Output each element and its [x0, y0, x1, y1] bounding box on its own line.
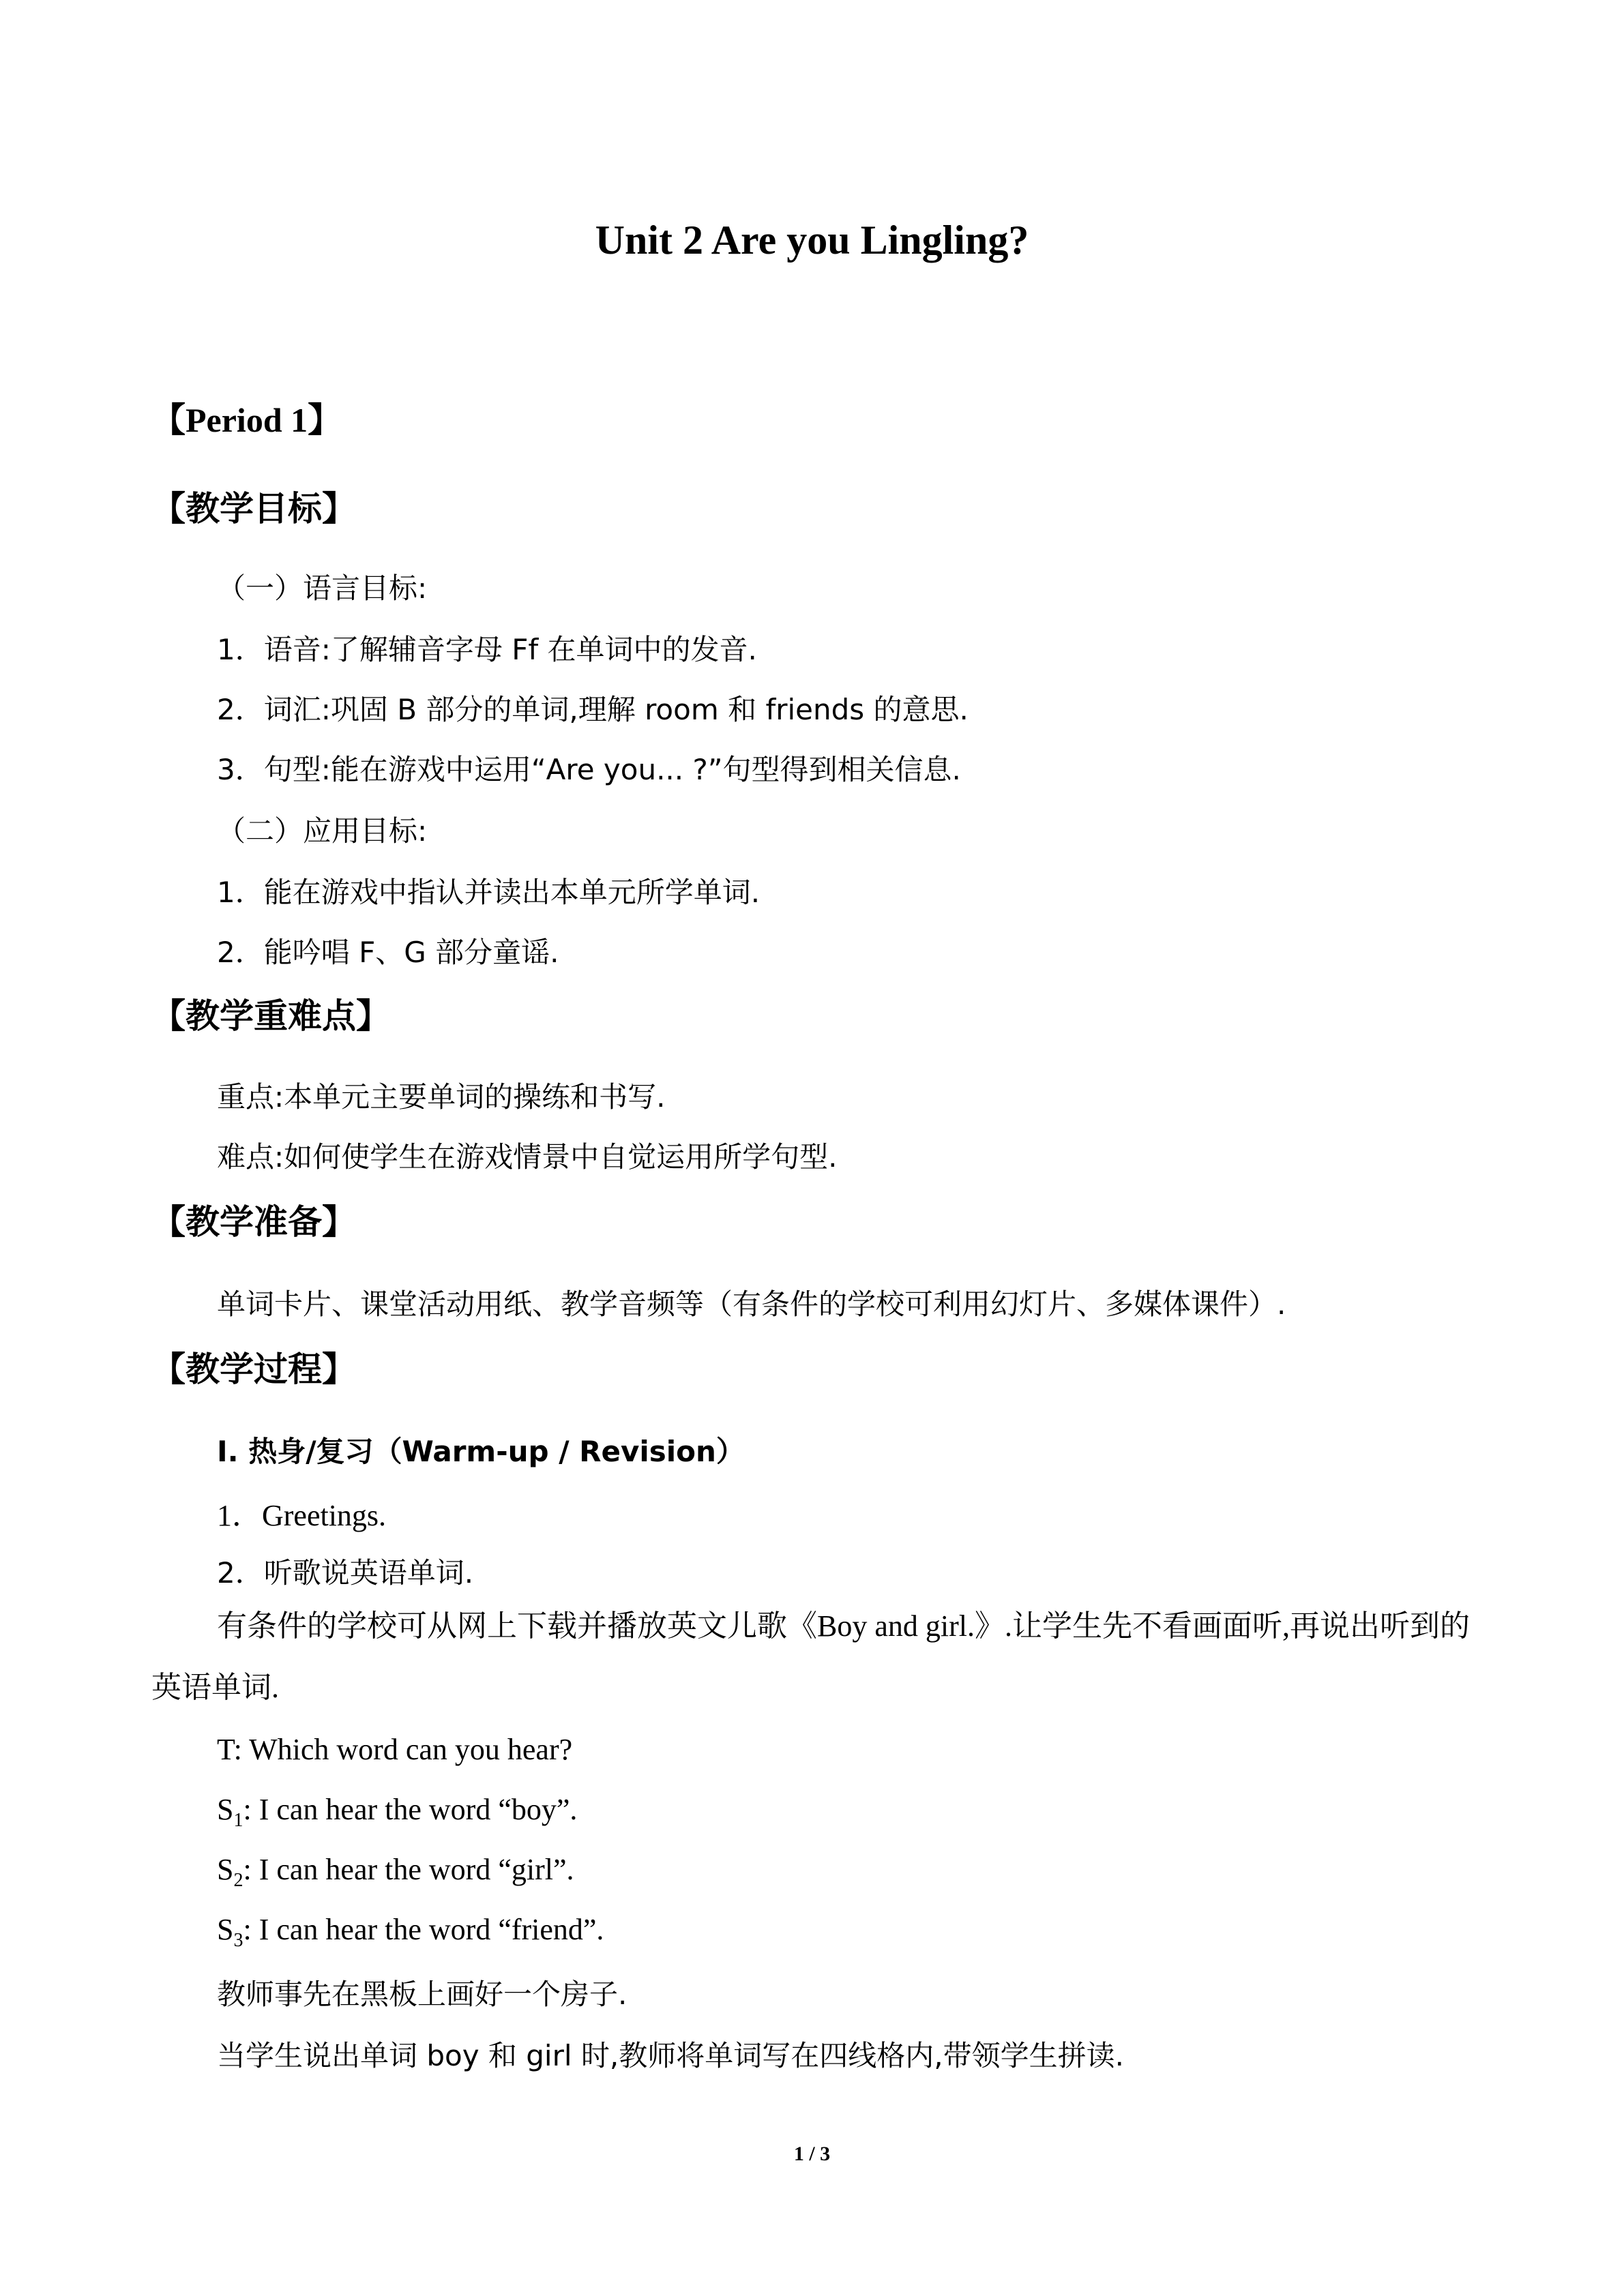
key-point: 重点:本单元主要单词的操练和书写. — [217, 1080, 666, 1114]
section-heading-key-points: 【教学重难点】 — [151, 996, 390, 1036]
document-title: Unit 2 Are you Lingling? — [595, 218, 1029, 263]
application-item-2: 2．能吟唱 F、G 部分童谣. — [217, 936, 559, 969]
goal-item-3: 3．句型:能在游戏中运用“Are you... ?”句型得到相关信息. — [217, 753, 961, 786]
goal-item-2: 2．词汇:巩固 B 部分的单词,理解 room 和 friends 的意思. — [217, 693, 969, 726]
step-1-paragraph: 有条件的学校可从网上下载并播放英文儿歌《Boy and girl.》.让学生先不看画面听,再说出听到的英语单词. — [151, 1609, 1470, 1704]
preparation-text: 单词卡片、课堂活动用纸、教学音频等（有条件的学校可利用幻灯片、多媒体课件）. — [217, 1287, 1286, 1321]
section-heading-process: 【教学过程】 — [151, 1350, 356, 1389]
goal-item-1: 1．语音:了解辅音字母 Ff 在单词中的发音. — [217, 633, 757, 666]
period-heading: 【Period 1】 — [151, 401, 342, 439]
section-heading-goals: 【教学目标】 — [151, 489, 356, 528]
page-number: 1 / 3 — [793, 2143, 831, 2165]
dialog-student-2: $S_2$: I can hear the word “girl”. — [217, 1853, 574, 1891]
house-note: 教师事先在黑板上画好一个房子. — [217, 1978, 628, 2011]
dialog-student-3: $S_3$: I can hear the word “friend”. — [217, 1913, 604, 1951]
goal-language-label: （一）语言目标: — [217, 571, 428, 605]
dialog-teacher-line: T: Which word can you hear? — [217, 1733, 573, 1766]
dialog-student-1: $S_1$: I can hear the word “boy”. — [217, 1793, 578, 1831]
step-1-item-1: 1．Greetings. — [217, 1499, 387, 1532]
hard-point: 难点:如何使学生在游戏情景中自觉运用所学句型. — [217, 1140, 838, 1174]
step-1-item-2: 2．听歌说英语单词. — [217, 1556, 474, 1590]
step-1-title: I. 热身/复习（Warm-up / Revision） — [217, 1435, 745, 1468]
spelling-note: 当学生说出单词 boy 和 girl 时,教师将单词写在四线格内,带领学生拼读. — [217, 2039, 1124, 2072]
section-heading-preparation: 【教学准备】 — [151, 1202, 356, 1242]
goal-application-label: （二）应用目标: — [217, 814, 428, 848]
application-item-1: 1．能在游戏中指认并读出本单元所学单词. — [217, 876, 761, 909]
